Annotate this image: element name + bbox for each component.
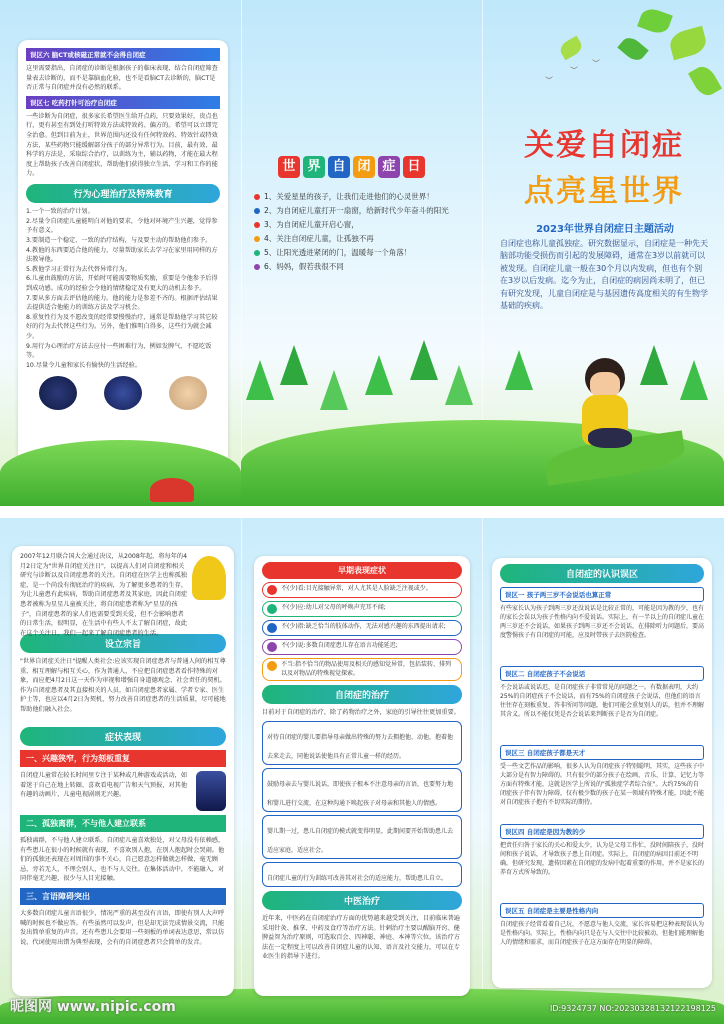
s1-text: 自闭症儿童常在较长时间里专注于某种或几种游戏或活动，如着迷于自己在地上转圈、喜欢看电视广告和天气预报，对其他有趣的动画片，儿童电视剧则无兴趣。 [20,772,188,799]
cover-subtitle: 2023年世界自闭症日主题活动 [536,224,674,235]
cover-intro: 自闭症也称儿童孤独症。研究数据显示，自闭症是一种先天脑部功能受损伤而引起的发展障碍，通常在3岁以前就可以被发现。自闭症儿童一般在30个月以内发病，但也有个别在3岁以后发病。迄今为止，自闭症的病因尚未明了，但已有研究发现，儿童自闭症是与基因遗传高度相关的有生物学基础的疾病。 [500,239,708,310]
treatment-text: 对待自闭症的婴儿要指导母亲做出特殊的努力去拥抱他、动他，抱着他去来走去，同他说话使他具有正常儿童一样的经历。 [267,733,454,760]
myth7-title: 误区七 吃药打针可治疗自闭症 [26,96,220,109]
symptom-item [262,620,462,636]
mushroom-decoration [150,478,194,502]
bird-icon: ︶ [570,66,578,75]
symptom-text: 不(少)说:多数自闭症患儿存在语言功能延迟; [281,642,398,649]
treatment-item [262,862,462,887]
therapy-item: 9.用行为心理治疗方法去应付一些困难行为，例如发脾气、不愿吃饭等。 [26,342,212,360]
bullet-dot [254,264,260,270]
grass-ground [0,440,241,506]
child-illustration [192,556,226,600]
tree-decoration [640,345,668,385]
theme-text: "世界自闭症关注日"提醒人类社会:应该实现自闭症患者与普通人间的相互尊重、相互理解与相互关心，作为普通人，不应把自闭症患者看作特殊的对象，而应把4月2日这一天作为审视和增强自身道德观念、社会责任的契机。作为自闭症患者及其直接相关的人员，如自闭症患者家属、学者专家、医生护士等，也应以4月2日为契机，努力改善自闭症患者的生活质量，尽可能地帮助他们融入社会。 [20,658,226,714]
badge-char: 界 [303,156,325,178]
symptom-number [267,604,277,614]
slogan-item [254,247,476,258]
s1-title: 一、兴趣狭窄，行为刻板重复 [20,750,226,767]
watermark-logo: 昵图网 www.nipic.com [10,999,176,1015]
myth1-text: 有些家长认为孩子到两三岁还没说话是比较正常的，可能是因为教的少，也有的家长会误以为孩子性格内向不爱说话。实际上，有一半以上的自闭症儿童在两三岁还不会说话，如果孩子到两三岁还不会说话，在排除听力问题后，要高度警惕孩子有自闭症的可能，应及时带孩子去医院检查。 [500,605,705,639]
tcm-title: 中医治疗 [262,891,462,910]
leaf-decoration [667,26,709,60]
watermark-id: ID:9324737 NO:20230328132122198125 [549,1004,716,1013]
tree-decoration [505,350,533,390]
treatment-list [262,721,462,887]
sheet-gap [0,506,724,518]
therapy-item: 4.教他的东西要适合他的能力，尽量帮助家长去学习在家里用同样的方法教导他。 [26,246,218,264]
myth-section-title: 自闭症的认识误区 [500,564,704,583]
myth4-title: 误区四 自闭症是因为教的少 [500,824,704,839]
s3-text: 大多数自闭症儿童言语很少，情况严重的甚至没有言语，即使有别人大声呼喊的时候也不做应答。有些虽然可以发声，但是却无法完成情景交流，只能发出简单重复的声音。还有些患儿会要用一些刻板的单词表达意思，常以仿说、代词使用出错为典型表现，会有的自闭症患者只会简单的发音。 [20,910,225,946]
leaf-decoration [557,36,584,61]
tree-decoration [410,340,438,380]
brochure-inside [0,518,724,1024]
therapy-item: 10.尽量令儿童和家长有愉快的生活经验。 [26,361,142,369]
s2-text: 孤独离群，不与他人建立联系。自闭症儿童喜欢独处，对父母没有依赖感，有些患儿在很小的时候就有表现，不喜欢别人抱，在别人抱起时会哭闹。他们的孤独还表现在对周围的事不关心，自己愿意怎样做就怎样做，毫无顾忌，旁若无人，不理会别人，也不与人交往。在集体活动中，不能融入，对同伴毫无兴趣，很少与人目光接触。 [20,837,225,883]
symptom-list [262,582,462,681]
tree-decoration [680,360,708,400]
symptom-item [262,639,462,655]
badge-char: 世 [278,156,300,178]
symptom-item [262,601,462,617]
tree-decoration [246,360,274,400]
therapy-item: 5.教他学习正常行为去代替异常行为。 [26,265,131,273]
cover-title-line1: 关爱自闭症 [524,128,684,163]
myth5-text: 自闭症孩子经常看着自己玩，不愿意与他人交流，家长容易把这种表现误认为是性格内向。实际上，性格内向只是在与人交往中比较被动，但他们能理解他人的情绪和需求，而自闭症孩子在这方面存在明显的障碍。 [500,921,705,946]
symptom-title: 症状表现 [20,727,226,746]
symptom-item [262,658,462,681]
intro-text: 2007年12月联合国大会通过决议，从2008年起，将每年的4月2日定为"世界自闭症关注日"，以提高人们对自闭症和相关研究与诊断以及自闭症患者的关注。自闭症在医学上也称孤独症，是一个尚没有彻底治疗的疾病，为了解更多患者的生存，为让儿童患有此疾病，帮助自闭症患者及其家庭，因此自闭症患者被称为星星儿童被关注，将自闭症患者称为"星星的孩子"，自闭症患者的家人们也需要受到关爱，但不会影响患者的日常生活，很明显，在生活中有些人不太了解自闭症，故此在这个关注日，我们一起来了解自闭症患者的生活。 [20,553,188,637]
jar-illustration [196,771,226,811]
brochure-outside [0,0,724,506]
moon-child-illustration [104,376,142,410]
world-autism-day-badge [278,156,425,178]
badge-char: 自 [328,156,350,178]
myth3-text: 受一些文艺作品的影响，很多人认为自闭症孩子特别聪明，其实，这些孩子中大部分是有智力障碍的。只有很少的部分孩子在绘画、音乐、计算、记忆力等方面有特殊才能，这就是医学上所说的"孤独症学者综合征"。大约75%的自闭症孩子伴有智力障碍，仅有极少数的孩子在某一领域有特殊才能，因此不能对自闭症孩子抱有不切实际的期待。 [500,763,705,806]
therapy-item: 8.重复性行为及不愿改变的经常要慢慢治疗，通常是帮助他学习其它较好的行为去代替这些行为。另外，他们惟明白得多，这些行为就会减少。 [26,313,218,341]
slogan-item [254,219,476,230]
myth3-title: 误区三 自闭症孩子都是天才 [500,745,704,760]
bullet-dot [254,250,260,256]
treatment-item [262,815,462,859]
myth2-title: 误区二 自闭症孩子不会说话 [500,666,704,681]
symptom-text: 不当:指不恰当的物品使用及相关的感知觉异常，包括装转、排列以及对物品的特殊视觉探索。 [281,661,452,677]
bird-icon: ︶ [592,59,600,68]
therapy-item: 3.要制造一个稳定、一致的治疗结构，与及要主动的帮助他们参予。 [26,236,212,244]
myth5-title: 误区五 自闭症是主要是性格内向 [500,903,704,918]
slogan-item [254,233,476,244]
bullet-dot [254,194,260,200]
leaf-decoration [688,63,722,100]
myth-list [500,587,704,978]
symptom-number [267,585,277,595]
treatment-text: 鼓励母亲去与婴儿说话，即使孩子根本不注意母亲的言语，也要努力地和婴儿进行交流，在这种沟通下唤起孩子对母亲和其他人的情感。 [267,780,454,807]
symptom-number [267,661,277,671]
illustration-row [26,376,220,410]
tree-decoration [365,355,393,395]
badge-char: 闭 [353,156,375,178]
therapy-item: 6.儿童由鼓励的方法，开始时可能需要物质奖励，重要是令他参予后得到成功感。成功的经验会令他的情绪稳定及有更大的动机去参予。 [26,275,218,292]
symptoms-title: 早期表现症状 [262,562,462,579]
slogan-text: 5、让阳光透进紧闭的门，温暖每一个角落！ [264,248,412,257]
left-inside-card [12,546,234,996]
treatment-text: 自闭症儿童的行为训练可改善其对社会的适应能力，帮助患儿自立。 [267,874,448,882]
slogan-text: 1、关爱星星的孩子，让我们走进他们的心灵世界！ [264,192,434,201]
slogan-text: 6、妈妈，假若我很不同 [264,262,344,271]
tree-decoration [445,365,473,405]
badge-char: 症 [378,156,400,178]
fold-line [241,0,242,506]
symptom-text: 不(少)看:目光接触异常，对人尤其是人脸缺乏注视或少。 [281,585,432,592]
slogan-item [254,205,476,216]
myth6-text: 这里需要指出，自闭症的诊断是根据孩子的临床表现，结合自闭症筛查量表去诊断的，而不是靠脑血化验，也不是看脑CT去诊断的，脑CT是否正常与自闭症并没有必然的联系。 [26,65,218,92]
intro-row [20,552,226,637]
myth2-text: 不会说话或说话迟，是自闭症孩子非常常见的问题之一。有数据表明，大约25%的自闭症孩子不会说话，而有75%的自闭症孩子会说话，但他们的语言往往存在刻板重复、答非所问等问题，他们可能会重复别人的话，但并不理解其含义。所以不能仅凭是否会说话来判断孩子是否为自闭症。 [500,684,705,718]
myth1-title: 误区一 孩子两三岁不会说话也算正常 [500,587,704,602]
right-inside-card [492,558,712,988]
treatment-item [262,768,462,812]
child-night-illustration [39,376,77,410]
slogan-text: 4、关注自闭症儿童，让孤独不再 [264,234,374,243]
symptom-number [267,623,277,633]
symptom-number [267,642,277,652]
symptom-text: 不(少)应:幼儿对父母的呼唤声充耳不闻; [281,604,386,611]
bullet-dot [254,236,260,242]
therapy-list [26,207,220,370]
myth7-text: 一些诊断为自闭症，很多家长希望医生给开点药，只要效果好，贵点也行，更有甚至有到处打听特效方法或特效药、偏方的。希望可以立即完全治愈。但到目前为止，世界范围内还没有任何特效药、特效针或特效方法，某些药物只能缓解部分孩子的部分异常行为。目前，最有效、最科学的方法是，采取综合治疗，以训练为主，辅以药物，才能在最大程度上帮助孩子改善自闭症状，帮助他们获得独立生活、学习和工作的能力。 [26,112,218,178]
s2-title: 二、孤独离群，不与他人建立联系 [20,815,226,832]
slogan-item [254,261,476,272]
cover-title-line2: 点亮星世界 [524,174,684,209]
treatment-item [262,721,462,765]
bird-icon: ︶ [545,76,553,85]
fold-line [241,518,242,1024]
tree-decoration [280,345,308,385]
therapy-item: 7.要从多方面去评估他的能力。他的能力是参差不齐的。根据评估结果去提供适合他能力的训练方法及学习机会。 [26,294,218,312]
therapy-item: 1.一个一致的治疗计划。 [26,208,94,216]
symptom-text: 不(少)指:缺乏恰当的肢体动作，无法对感兴趣的东西提出请求; [281,623,446,630]
s1-row [20,771,226,811]
tree-decoration [320,370,348,410]
child-legs [588,428,632,448]
leaf-decoration [637,6,673,37]
tcm-text: 近年来，中医药在自闭症治疗方面的优势越来越受到关注，目前临床普遍采用针灸、推拿、中药及食疗等治疗方法。针刺治疗主要以醒脑开窍、健脾益智为治疗原则，可选取百会、四神聪、神庭、本神等穴位。该治疗方法在一定程度上可以改善自闭症儿童的认知、语言及社交能力，可以在专业医生的指导下进行。 [262,914,460,961]
bullet-dot [254,208,260,214]
theme-title: 设立宗旨 [20,634,226,653]
treatment-title: 自闭症的治疗 [262,685,462,704]
slogan-item [254,191,476,202]
myth4-text: 把责任归咎于家长的关心和爱太少，认为是父母工作忙，没时间陪孩子，没时间和孩子说话，才导致孩子患上自闭症。实际上，自闭症的病因目前还不明确，但研究发现，遗传因素在自闭症的发病中起着重要的作用，并不是家长的养育方式所导致的。 [500,842,705,876]
bullet-dot [254,222,260,228]
myth6-title: 误区六 脑CT或核磁正常就不会得自闭症 [26,48,220,61]
treatment-intro: 目前对于自闭症的治疗，除了药物治疗之外，家庭的引导往往更加重要。 [262,709,460,717]
leaf-decoration [617,34,648,65]
slogan-text: 2、为自闭症儿童打开一扇窗，给新时代少年奋斗的阳光 [264,206,449,215]
badge-char: 日 [403,156,425,178]
symptom-item [262,582,462,598]
s3-title: 三、言语障碍突出 [20,888,226,905]
treatment-text: 婴儿期一过，患儿自闭症的模式就变得明显，此期间要开始帮助患儿去适应家庭，适应社会。 [267,827,454,854]
middle-inside-card [254,556,470,996]
badge-chars [278,156,425,178]
cover-title-block [490,120,718,210]
slogan-text: 3、为自闭症儿童开启心窗， [264,220,359,229]
child-bear-illustration [169,376,207,410]
therapy-item: 2.尽量令自闭症儿童能明白对他的要求，令他对环境产生兴趣，觉得参予有意义。 [26,217,218,235]
left-panel-card [18,40,228,480]
slogan-list [254,188,476,275]
therapy-title: 行为心理治疗及特殊教育 [26,184,220,203]
fold-line [482,518,483,1024]
